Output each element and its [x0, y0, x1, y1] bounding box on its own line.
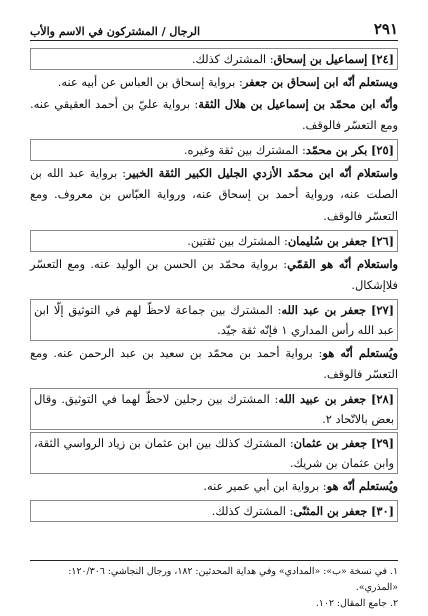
page-body: [30, 46, 398, 524]
paragraph: [30, 476, 398, 498]
running-title: الرجال / المشتركون في الاسم والأب: [30, 25, 201, 38]
paragraph-lead: واستعلام أنّه ابن محمّد الأزدي الجليل الكبير الثقة الخبير: [126, 165, 398, 180]
page-number: ٢٩١: [373, 20, 398, 38]
entry-name: جعفر بن سُليمان: [287, 233, 368, 248]
paragraph-text: : برواية عبد الله بن الصلت عنه، ورواية أحمد بن إسحاق عنه، ورواية العبّاس بن معروف. ومع التعسّر فالوقف.: [30, 165, 398, 223]
footnote: ١. في نسخة «ب»: «المدادي» وفي هداية المحدثين: ١٨٢، ورجال النجاشي: ١٢٠/٣٠٦: «المذري».: [68, 566, 398, 593]
entry-29: [30, 432, 398, 474]
entry-27: [30, 299, 398, 341]
entry-28: [30, 388, 398, 430]
paragraph: [30, 72, 398, 94]
entry-text: : المشترك بين رجلين لاحظّ لهما في التوثيق. وقال بعض بالاتّحاد ٢.: [34, 391, 394, 426]
paragraph-text: : برواية إسحاق بن العباس عن أبيه عنه.: [57, 75, 243, 89]
entry-number: [٢٧]: [370, 302, 394, 317]
entry-26: [30, 230, 398, 252]
entry-number: [٢٩]: [370, 435, 395, 450]
entry-name: جعفر بن عبيد الله: [278, 391, 367, 406]
entry-25: [30, 139, 398, 161]
entry-24: [30, 48, 398, 70]
paragraph-text: : برواية أحمد بن محمّد بن سعيد بن عبد الرحمن عنه. ومع التعسّر فالوقف.: [30, 345, 398, 382]
entry-number: [٢٤]: [370, 52, 394, 66]
paragraph-text: : برواية ابن أبي عمير عنه.: [203, 478, 327, 493]
entry-name: جعفر بن عبد الله: [281, 302, 367, 317]
paragraph-text: : برواية محمّد بن الحسن بن الوليد عنه. ومع التعسّر فلاإشكال.: [30, 256, 398, 293]
paragraph-text: : برواية عليّ بن أحمد العقيقي عنه. ومع التعسّر فالوقف.: [30, 96, 398, 133]
page-header: [30, 12, 398, 41]
entry-text: : المشترك بين ثقتين.: [187, 233, 288, 248]
paragraph: [30, 343, 398, 386]
footnotes: [30, 560, 398, 612]
footnote: ٢. جامع المقال: ١٠٢.: [315, 598, 398, 609]
entry-text: : المشترك كذلك بين ابن عثمان بن زياد الرواسي الثقة، وابن عثمان بن شريك.: [34, 435, 394, 470]
paragraph: [30, 163, 398, 228]
entry-number: [٢٥]: [370, 142, 394, 157]
entry-name: جعفر بن عثمان: [293, 435, 368, 450]
paragraph-lead: واستعلام أنّه هو القمّي: [287, 256, 399, 271]
entry-number: [٢٦]: [370, 233, 394, 248]
paragraph-lead: ويُستعلم أنّه هو: [322, 345, 398, 360]
entry-number: [٣٠]: [370, 503, 394, 518]
entry-text: : المشترك بين ثقة وغيره.: [183, 142, 306, 157]
entry-text: : المشترك بين جماعة لاحظّ لهم في التوثيق إلّا ابن عبد الله رأس المداري ١ فإنّه ثقة جيّد.: [34, 302, 394, 337]
entry-number: [٢٨]: [370, 391, 395, 406]
entry-text: : المشترك كذلك.: [211, 503, 294, 518]
entry-name: جعفر بن المثنّى: [293, 503, 368, 518]
paragraph-lead: وأنّه ابن محمّد بن إسماعيل بن هلال الثقة: [198, 96, 398, 111]
paragraph: [30, 94, 398, 137]
entry-name: بكر بن محمّد: [305, 142, 368, 157]
paragraph-lead: ويستعلم أنّه ابن إسحاق بن جعفر: [242, 75, 398, 89]
entry-text: : المشترك كذلك.: [191, 52, 274, 66]
paragraph: [30, 254, 398, 297]
entry-name: إسماعيل بن إسحاق: [273, 52, 368, 66]
entry-30: [30, 500, 398, 522]
paragraph-lead: ويُستعلم أنّه هو: [326, 478, 398, 493]
